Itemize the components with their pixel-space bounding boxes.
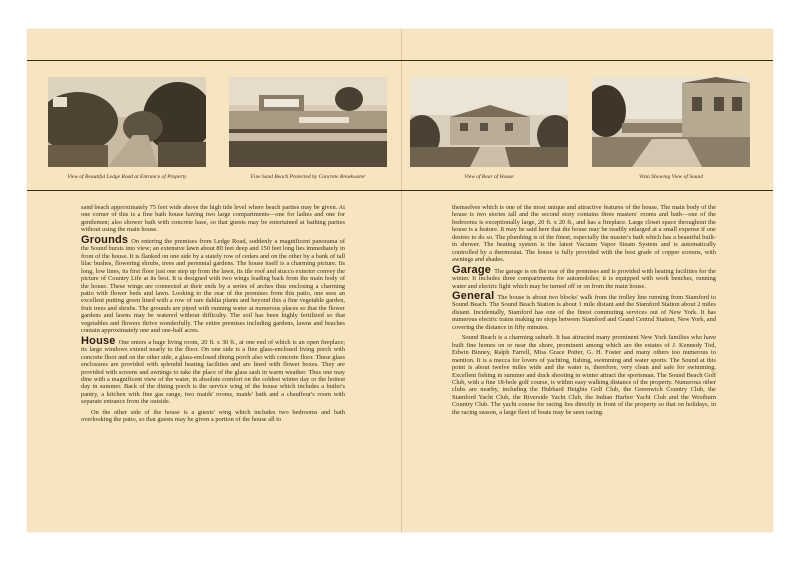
- grounds-heading: Grounds: [81, 233, 129, 246]
- house-paragraph-2: On the other side of the house is a guests' wing which includes two bedrooms and bath overlooking the patio, so that guests may be given a portion of the house all to: [81, 408, 345, 424]
- photo-caption-1: View of Beautiful Ledge Road at Entrance of Property: [67, 174, 187, 180]
- photo-caption-4: Vista Showing View of Sound: [639, 174, 703, 180]
- general-heading: General: [452, 289, 495, 302]
- house-heading: House: [81, 334, 116, 347]
- left-intro-paragraph: sand beach approximately 75 feet wide above the high tide level where beach parties may be given. At one corner of this is a fine bath house having two large compartments—one for ladies and one for gentlemen; also shower bath with concrete base, so that guests may be entertained at bathing parties without using the main house.: [81, 204, 345, 234]
- right-column: [452, 204, 716, 419]
- photo-caption-2: Fine Sand Beach Protected by Concrete Breakwater: [250, 174, 366, 180]
- general-paragraph-2: Sound Beach is a charming suburb. It has attracted many prominent New York families who have built fine homes on or near the shore, prominent among which are the estates of J. Kennedy Tod, Edwin Binney, Ralph Farrell, Miss Grace Potter, G. H. Foster and many others too numerous to mention. It is a mecca for lovers of yachting, fishing, swimming and water sports. The Sound at this point is about twelve miles wide and the water is, therefore, very clean and safe for swimming. Excellent fishing in summer and duck shooting in winter attract the sportsman. The Sound Beach Golf Club, with a fine 18-hole golf course, is within easy walking distance of the property. Numerous other clubs are nearby, including the Hubbard Heights Golf Club, the Greenwich Country Club, the Stamford Yacht Club, the Riverside Yacht Club, the Indian Harbor Yacht Club and the Westburn Country Club. The yacht course for racing lies directly in front of the property so that on holidays, in the racing season, a large fleet of boats may be seen racing.: [452, 334, 716, 416]
- left-column: [81, 204, 345, 427]
- grounds-section: [81, 233, 345, 335]
- caption-rule: [27, 190, 773, 191]
- garage-text: The garage is on the rear of the premises and is provided with heating facilities for the winter. It includes three compartments for automobiles; it is equipped with work benches, running water and electric light which may be turned off or on from the main house.: [452, 267, 716, 290]
- top-rule: [27, 60, 773, 61]
- general-section: [452, 289, 716, 331]
- general-text: The house is about two blocks' walk from the trolley line running from Stamford to Sound Beach. The Sound Beach Station is about 1 mile distant and the Stamford Station about 2 miles distant. Incidentally, Stamford has one of the finest commuting services out of New York. It has numerous electric trains making no stops between Stamford and Grand Central Station, New York, and covering the distance in fifty minutes.: [452, 293, 716, 331]
- photo-sand-beach: [229, 77, 387, 167]
- right-intro-paragraph: themselves which is one of the most unique and attractive features of the house. The main body of the house is two stories tall and the second story contains three masters' rooms and bath—one of the bedrooms is exceptionally large, 20 ft. x 20 ft., and has a fireplace. Large closet space throughout the house is a feature. It may be said here that the house may be readily enlarged at a small expense if one desires to do so. The plumbing is of the finest, especially the master's bath which has a beautiful built-in shower. The heating system is the latest Vacuum Vapor Steam System and is automatically controlled by a thermostat. The house is fully provided with the best grade of copper screens, with awnings and shades.: [452, 204, 716, 264]
- grounds-text: On entering the premises from Ledge Road, suddenly a magnificent panorama of the Sound bursts into view; an extensive lawn about 80 feet deep and 150 feet long lies immediately in front of the house. It is flanked on one side by a stately row of cedars and on the other by a bank of tall lilac bushes, flowering shrubs, trees and perennial gardens. The house itself is a charming picture. Its long, low lines, its first floor just one step up from the lawn, its tile roof and stucco exterior convey the picture of Country Life at its best. It is designed with two wings leading back from the main body of the house. These wings are connected at their ends by a series of arches thus enclosing a charming patio with flower beds and lawn. Looking to the rear of the premises from this patio, one sees an excellent putting green lined with a row of rare dahlia plants and beyond this a fine vegetable garden, fruit trees and shrubs. The grounds are piped with running water at numerous places so that the flower gardens and lawns may be watered without difficulty. The soil has been highly fertilized so that vegetables and flowers thrive wonderfully. The entire premises including gardens, lawns and beaches contain approximately one and one-half acres.: [81, 237, 345, 335]
- garage-section: [452, 263, 716, 290]
- photo-strip: [0, 77, 800, 187]
- photo-house-rear: [410, 77, 568, 167]
- photo-ledge-road: [48, 77, 206, 167]
- garage-heading: Garage: [452, 263, 492, 276]
- house-section: [81, 334, 345, 406]
- photo-caption-3: View of Rear of House: [464, 174, 514, 180]
- photo-sound-vista: [592, 77, 750, 167]
- house-text: One enters a huge living room, 20 ft. x 30 ft., at one end of which is an open fireplace; its large windows extend nearly to the floor. On one side is a fine glass-enclosed living porch with concrete floor and on the other side, a glass-enclosed dining porch also with concrete floor. These glass enclosures are provided with splendid heating facilities and are lined with flower boxes. They are provided with screens and awnings to take the place of the glass sash in warm weather. Thus one may dine with a magnificent view of the water, in absolute comfort on the coldest winter day or the hottest day in summer. Back of the dining porch is the service wing of the house which includes a butler's pantry, a kitchen with fine gas range, two maids' rooms, maids' bath and a chauffeur's room with separate entrance from the outside.: [81, 338, 345, 406]
